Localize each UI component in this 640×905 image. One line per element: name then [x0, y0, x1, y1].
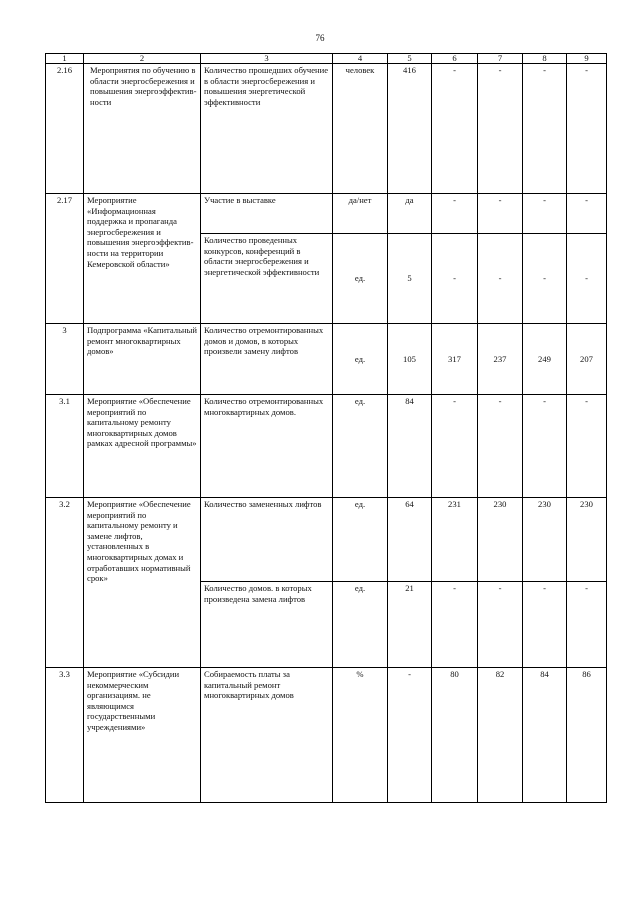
value-cell: -	[567, 234, 607, 324]
value-cell: -	[478, 234, 523, 324]
column-header: 7	[478, 54, 523, 64]
value-cell: -	[567, 194, 607, 234]
row-number: 3.2	[46, 498, 84, 668]
indicator-cell: Количество домов. в которых произведена замена лифтов	[201, 582, 333, 668]
table-row	[46, 324, 607, 395]
table-row	[46, 668, 607, 803]
value-cell: 84	[388, 395, 432, 498]
value-cell: -	[432, 64, 478, 194]
table-row	[46, 395, 607, 498]
value-cell: 5	[388, 234, 432, 324]
row-number: 3.1	[46, 395, 84, 498]
unit-cell: да/нет	[333, 194, 388, 234]
event-cell: Подпрограмма «Капитальный ремонт многоквартирных домов»	[84, 324, 201, 395]
unit-cell: человек	[333, 64, 388, 194]
indicator-cell: Количество отремонтированных многоквартирных домов.	[201, 395, 333, 498]
unit-cell: ед.	[333, 234, 388, 324]
value-cell: -	[523, 395, 567, 498]
event-cell: Мероприятие «Обеспечение мероприятий по капитальному ремонту многоквартирных домов рамках адресной программы»	[84, 395, 201, 498]
column-header: 8	[523, 54, 567, 64]
value-cell: 105	[388, 324, 432, 395]
indicator-cell: Количество замененных лифтов	[201, 498, 333, 582]
value-cell: 317	[432, 324, 478, 395]
value-cell: 230	[523, 498, 567, 582]
value-cell: -	[523, 194, 567, 234]
value-cell: да	[388, 194, 432, 234]
value-cell: 249	[523, 324, 567, 395]
unit-cell: ед.	[333, 498, 388, 582]
value-cell: 207	[567, 324, 607, 395]
row-number: 3.3	[46, 668, 84, 803]
value-cell: -	[478, 194, 523, 234]
column-header: 5	[388, 54, 432, 64]
event-cell: Мероприятия по обучению в области энергосбережения и повышения энергоэффектив-ности	[84, 64, 201, 194]
value-cell: -	[523, 234, 567, 324]
value-cell: -	[567, 395, 607, 498]
value-cell: 416	[388, 64, 432, 194]
indicator-cell: Количество проведенных конкурсов, конференций в области энергосбережения и энергетической эффективности	[201, 234, 333, 324]
table-row	[46, 498, 607, 582]
value-cell: 80	[432, 668, 478, 803]
value-cell: -	[432, 395, 478, 498]
column-header: 2	[84, 54, 201, 64]
value-cell: 230	[478, 498, 523, 582]
value-cell: 64	[388, 498, 432, 582]
value-cell: -	[523, 64, 567, 194]
event-cell: Мероприятие «Информационная поддержка и пропаганда энергосбережения и повышения энергоэффектив-ности на территории Кемеровской области»	[84, 194, 201, 324]
value-cell: -	[432, 234, 478, 324]
indicator-cell: Количество прошедших обучение в области энергосбережения и повышения энергетической эффективности	[201, 64, 333, 194]
value-cell: 21	[388, 582, 432, 668]
value-cell: -	[567, 64, 607, 194]
row-number: 2.16	[46, 64, 84, 194]
indicators-table	[45, 53, 607, 803]
indicator-cell: Собираемость платы за капитальный ремонт многоквартирных домов	[201, 668, 333, 803]
column-header: 1	[46, 54, 84, 64]
value-cell: -	[388, 668, 432, 803]
unit-cell: %	[333, 668, 388, 803]
indicator-cell: Участие в выставке	[201, 194, 333, 234]
value-cell: 230	[567, 498, 607, 582]
value-cell: 231	[432, 498, 478, 582]
unit-cell: ед.	[333, 324, 388, 395]
event-cell: Мероприятие «Субсидии некоммерческим организациям. не являющимся государственными учреждениями»	[84, 668, 201, 803]
value-cell: -	[478, 395, 523, 498]
unit-cell: ед.	[333, 395, 388, 498]
value-cell: -	[523, 582, 567, 668]
page-number: 76	[315, 33, 325, 43]
value-cell: 82	[478, 668, 523, 803]
unit-cell: ед.	[333, 582, 388, 668]
value-cell: -	[432, 582, 478, 668]
column-header: 3	[201, 54, 333, 64]
column-header: 6	[432, 54, 478, 64]
row-number: 3	[46, 324, 84, 395]
value-cell: 86	[567, 668, 607, 803]
table-row	[46, 194, 607, 234]
row-number: 2.17	[46, 194, 84, 324]
value-cell: -	[478, 582, 523, 668]
indicator-cell: Количество отремонтированных домов и домов, в которых произвели замену лифтов	[201, 324, 333, 395]
value-cell: -	[478, 64, 523, 194]
event-cell: Мероприятие «Обеспечение мероприятий по капитальному ремонту и замене лифтов, установленных в многоквартирных домах и отработавших нормативный срок»	[84, 498, 201, 668]
table-row	[46, 64, 607, 194]
column-header: 9	[567, 54, 607, 64]
value-cell: 84	[523, 668, 567, 803]
value-cell: 237	[478, 324, 523, 395]
value-cell: -	[567, 582, 607, 668]
value-cell: -	[432, 194, 478, 234]
table-header-row	[46, 54, 607, 64]
column-header: 4	[333, 54, 388, 64]
